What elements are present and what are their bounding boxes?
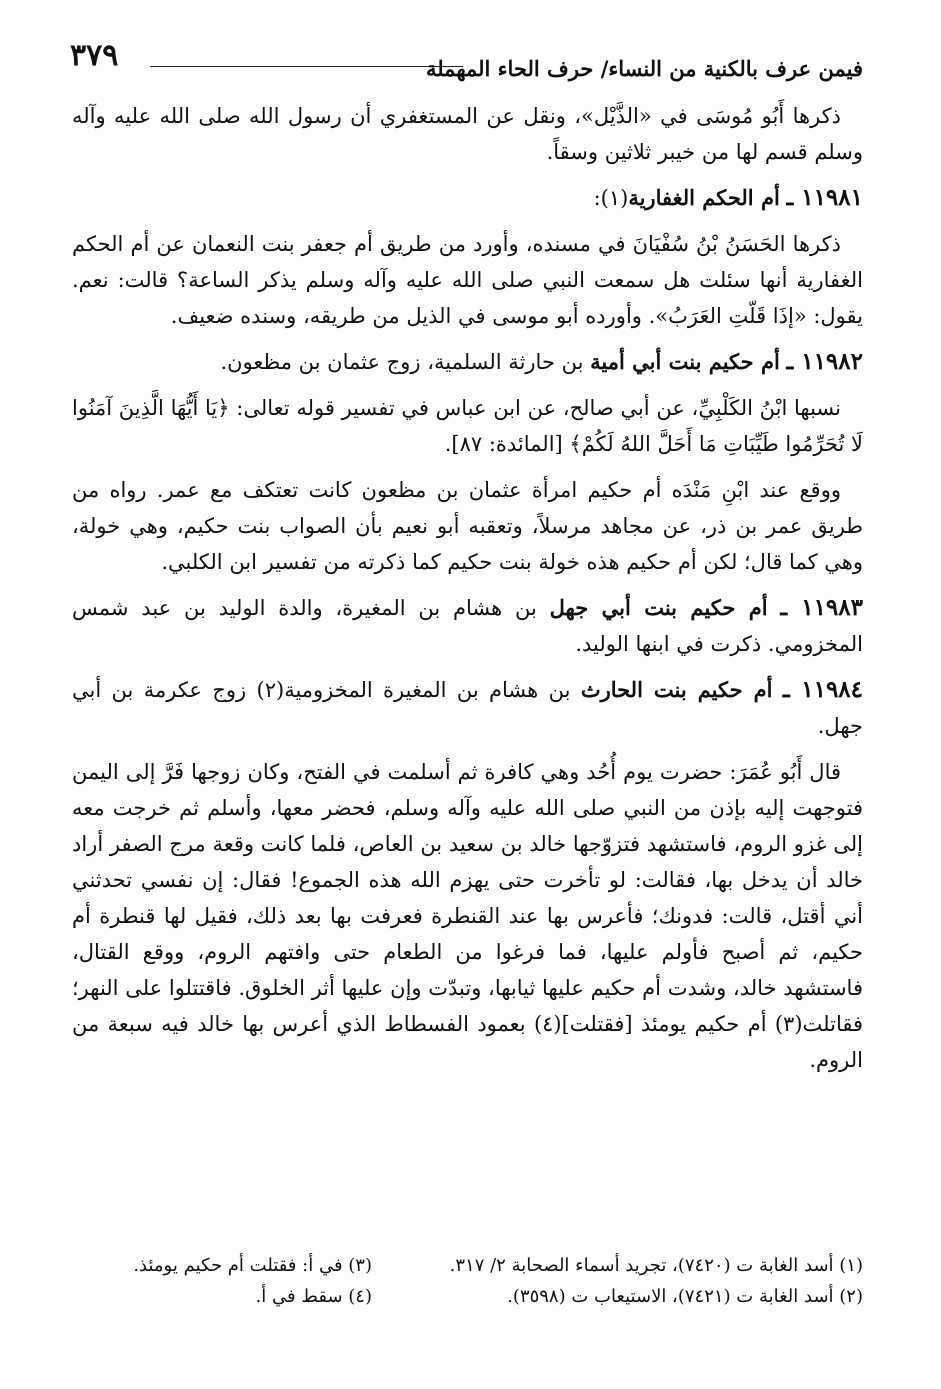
page-number: ٣٧٩ <box>70 38 119 73</box>
entry-11981 <box>72 180 863 216</box>
paragraph-1: ذكرها أَبُو مُوسَى في «الذَّيْل»، ونقل عن المستغفري أن رسول الله صلى الله عليه وآله وسلم قسم لها من خيبر ثلاثين وسقاً. <box>72 104 863 164</box>
footnote-2: (٢) أسد الغابة ت (٧٤٢١)، الاستيعاب ت (٣٥٩٨). <box>507 1286 863 1307</box>
entry-number: ١١٩٨١ ـ <box>786 184 863 211</box>
entry-rest: بن حارثة السلمية، زوج عثمان بن مظعون. <box>220 350 584 374</box>
footnotes-left-column <box>72 1250 372 1312</box>
entry-11982 <box>72 344 863 380</box>
entry-11983 <box>72 590 863 662</box>
entry-number: ١١٩٨٣ ـ <box>780 594 863 621</box>
paragraph-5: قال أَبُو عُمَرَ: حضرت يوم أُحُد وهي كافرة ثم أسلمت في الفتح، وكان زوجها فَرَّ إلى اليمن فتوجهت إليه بإذن من النبي صلى الله عليه وآله وسلم، فحضر معها، وأسلم ثم خرجت معه إلى غزو الروم، فاستشهد فتزوّجها خالد بن سعيد بن العاص، فلما كانت وقعة مرج الصفر أراد خالد أن يدخل بها، فقالت: لو تأخرت حتى يهزم الله هذه الجموع! فقال: إن نفسي تحدثني أني أقتل، قالت: فدونك؛ فأعرس بها عند القنطرة فعرفت بها بعد ذلك، فقيل لها قنطرة أم حكيم، ثم أصبح فأولم عليها، فما فرغوا من الطعام حتى وافتهم الروم، ووقع القتال، فاستشهد خالد، وشدت أم حكيم عليها ثيابها، وتبدّت وإن عليها أثر الخلوق. فاقتتلوا على النهر؛ فقاتلت(٣) أم حكيم يومئذ [فقتلت](٤) بعمود الفسطاط الذي أعرس بها خالد فيه سبعة من الروم. <box>72 760 863 1072</box>
footnote-1: (١) أسد الغابة ت (٧٤٢٠)، تجريد أسماء الصحابة ٢/ ٣١٧. <box>449 1255 863 1276</box>
header-rule <box>150 66 463 67</box>
entry-name: أم حكيم بنت أبي أمية <box>590 349 780 374</box>
entry-number: ١١٩٨٢ ـ <box>786 348 863 375</box>
entry-number: ١١٩٨٤ ـ <box>782 676 864 703</box>
footnotes-right-column <box>423 1250 863 1312</box>
entry-name: أم الحكم الغفارية <box>628 185 780 210</box>
entry-name: أم حكيم بنت الحارث <box>580 677 773 702</box>
page-header <box>70 38 863 88</box>
entry-rest: بن هشام بن المغيرة المخزومية(٢) زوج عكرمة بن أبي جهل. <box>72 678 863 738</box>
footnote-4: (٤) سقط في أ. <box>255 1286 372 1307</box>
paragraph-3: نسبها ابْنُ الكَلْبِيِّ، عن أبي صالح، عن ابن عباس في تفسير قوله تعالى: ﴿يَا أَيُّهَا الَّذِينَ آمَنُوا لَا تُحَرِّمُوا طَيِّبَاتِ مَا أَحَلَّ اللهُ لَكُمْ﴾ [المائدة: ٨٧]. <box>72 396 863 456</box>
footnote-3: (٣) في أ: فقتلت أم حكيم يومئذ. <box>133 1255 372 1276</box>
entry-rest: بن هشام بن المغيرة، والدة الوليد بن عبد شمس المخزومي. ذكرت في ابنها الوليد. <box>72 596 863 656</box>
paragraph-4: ووقع عند ابْنِ مَنْدَه أم حكيم امرأة عثمان بن مظعون كانت تعتكف مع عمر. رواه من طريق عمر بن ذر، عن مجاهد مرسلاً، وتعقبه أبو نعيم بأن الصواب بنت حكيم، وهي خولة، وهي كما قال؛ لكن أم حكيم هذه خولة بنت حكيم كما ذكرته من تفسير ابن الكلبي. <box>72 478 863 574</box>
paragraph-2: ذكرها الحَسَنُ بْنُ سُفْيَانَ في مسنده، وأورد من طريق أم جعفر بنت النعمان عن أم الحكم الغفارية أنها سئلت هل سمعت النبي صلى الله عليه وآله وسلم يذكر الساعة؟ قالت: نعم. يقول: «إذَا قَلّتِ العَرَبُ». وأورده أبو موسى في الذيل من طريقه، وسنده ضعيف. <box>72 232 863 328</box>
entry-rest: (١): <box>593 186 629 210</box>
entry-11984 <box>72 672 863 744</box>
entry-name: أم حكيم بنت أبي جهل <box>549 595 768 620</box>
running-head: فيمن عرف بالكنية من النساء/ حرف الحاء المهملة <box>425 56 863 81</box>
main-text <box>72 98 863 1088</box>
